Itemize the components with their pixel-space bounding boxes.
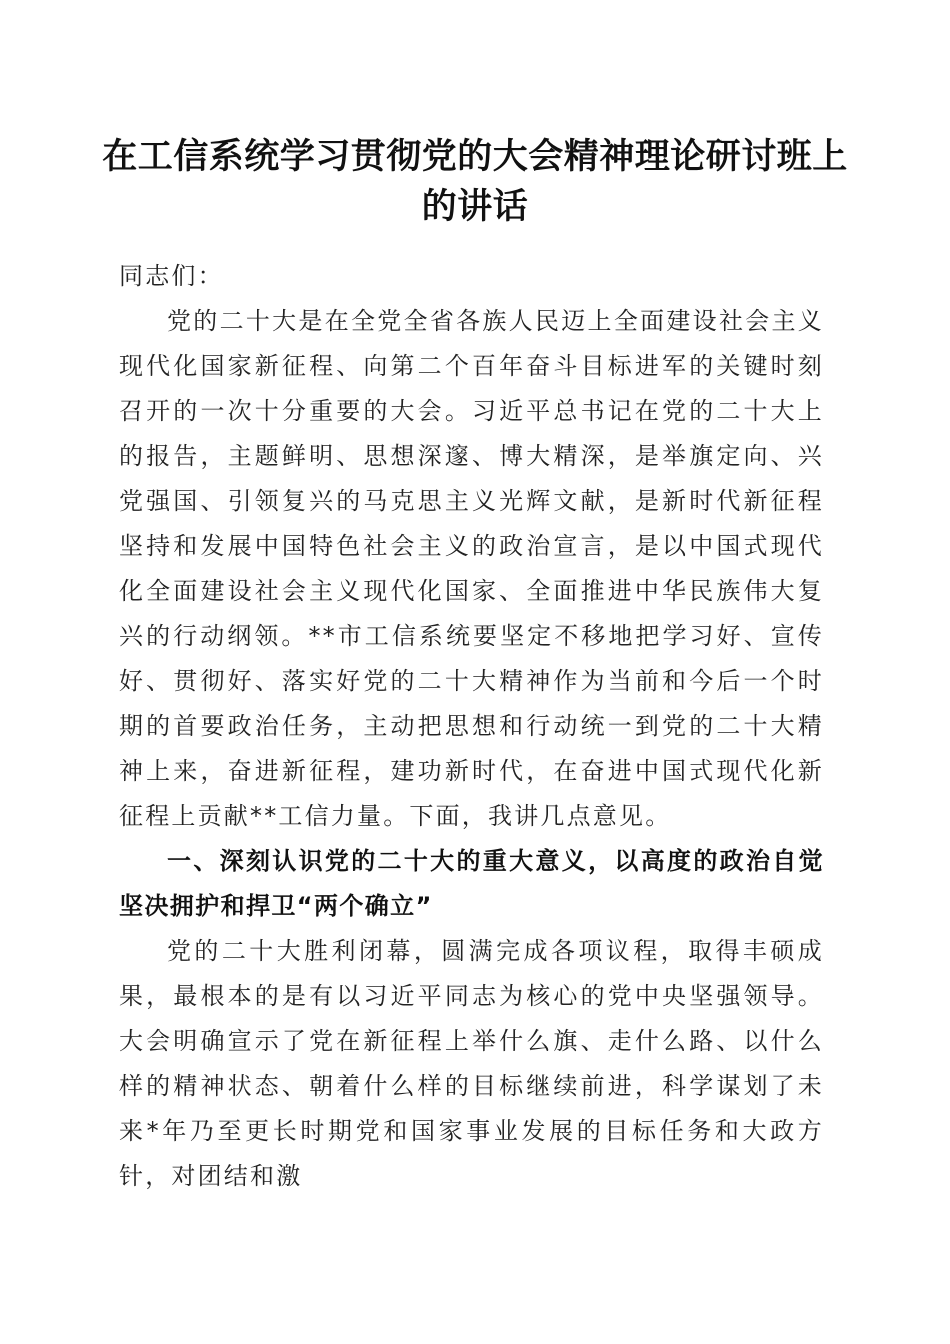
document-body bbox=[119, 254, 824, 1199]
document-title: 在工信系统学习贯彻党的大会精神理论研讨班上的讲话 bbox=[102, 136, 848, 227]
section-heading: 一、深刻认识党的二十大的重大意义，以高度的政治自觉坚决拥护和捍卫“两个确立” bbox=[119, 847, 824, 920]
paragraph: 党的二十大是在全党全省各族人民迈上全面建设社会主义现代化国家新征程、向第二个百年奋斗目标进军的关键时刻召开的一次十分重要的大会。习近平总书记在党的二十大上的报告，主题鲜明、思想深邃、博大精深，是举旗定向、兴党强国、引领复兴的马克思主义光辉文献，是新时代新征程坚持和发展中国特色社会主义的政治宣言，是以中国式现代化全面建设社会主义现代化国家、全面推进中华民族伟大复兴的行动纲领。**市工信系统要坚定不移地把学习好、宣传好、贯彻好、落实好党的二十大精神作为当前和今后一个时期的首要政治任务，主动把思想和行动统一到党的二十大精神上来，奋进新征程，建功新时代，在奋进中国式现代化新征程上贡献**工信力量。下面，我讲几点意见。 bbox=[119, 307, 824, 830]
greeting: 同志们： bbox=[119, 262, 224, 290]
paragraph: 党的二十大胜利闭幕，圆满完成各项议程，取得丰硕成果，最根本的是有以习近平同志为核心的党中央坚强领导。大会明确宣示了党在新征程上举什么旗、走什么路、以什么样的精神状态、朝着什么样的目标继续前进，科学谋划了未来*年乃至更长时期党和国家事业发展的目标任务和大政方针，对团结和激 bbox=[119, 937, 824, 1190]
